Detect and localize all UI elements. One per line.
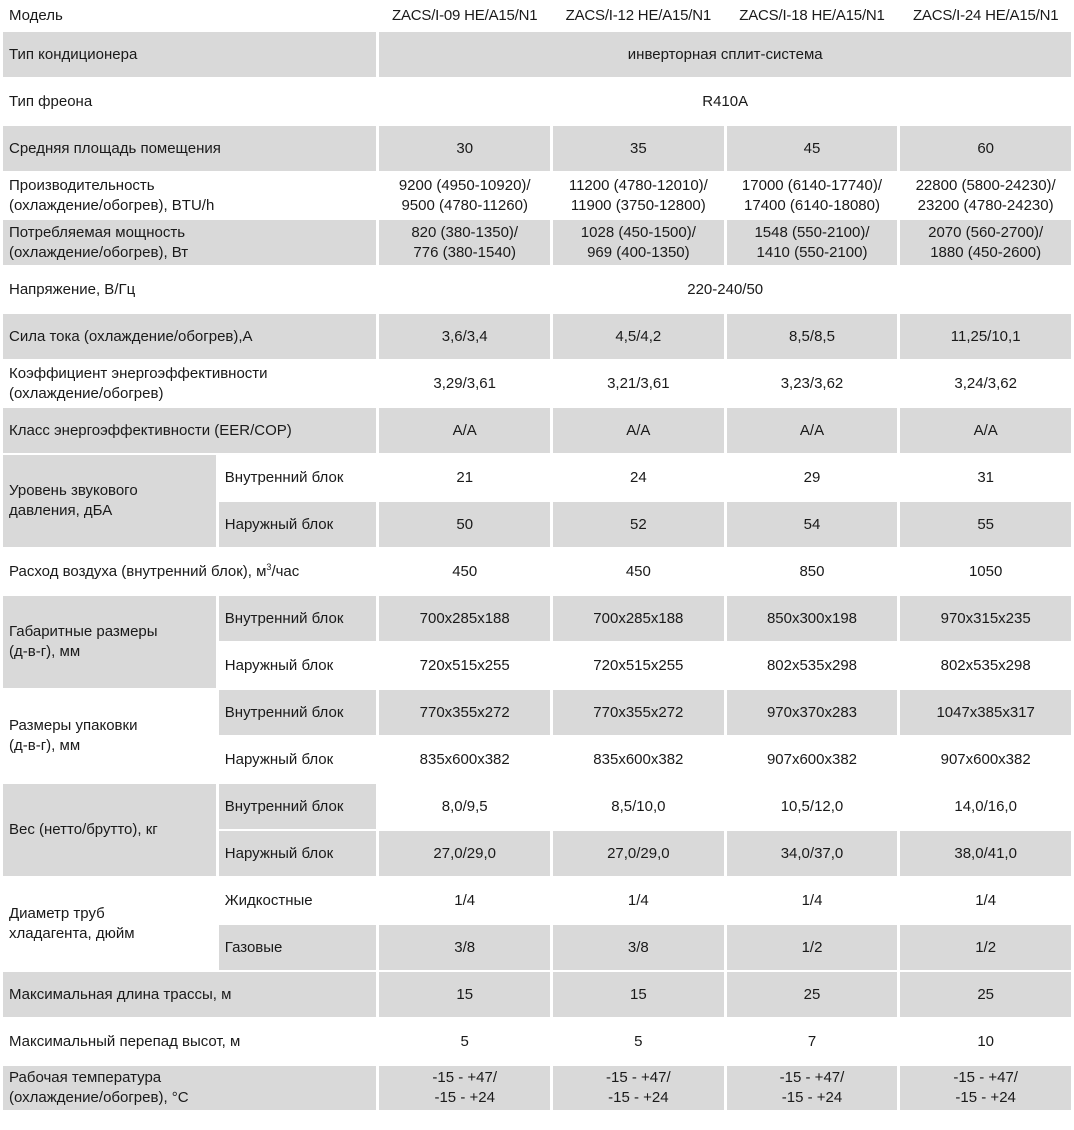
sub-label: Внутренний блок [219,596,377,641]
model-name: ZACS/I-18 HE/A15/N1 [727,2,898,30]
row-value [727,220,898,265]
row-value: R410A [379,79,1071,124]
row-label-line: Габаритные размеры [9,623,158,640]
row-label: Сила тока (охлаждение/обогрев),А [3,314,376,359]
row-value: 1/4 [900,878,1071,923]
row-label [3,549,376,594]
row-value: 54 [727,502,898,547]
value-line: 820 (380-1350)/ [411,223,519,241]
value-line: 776 (380-1540) [413,243,516,261]
sub-label: Наружный блок [219,502,377,547]
row-value: 450 [553,549,724,594]
row-value: 10,5/12,0 [727,784,898,829]
sub-label: Наружный блок [219,643,377,688]
row-value: 970x315x235 [900,596,1071,641]
row-value: 35 [553,126,724,171]
row-label [3,173,376,218]
row-value: 450 [379,549,550,594]
table-row [3,173,1071,218]
sub-label: Внутренний блок [219,690,377,735]
row-value: 1050 [900,549,1071,594]
row-value: 720x515x255 [553,643,724,688]
row-label-line: давления, дБА [9,502,113,519]
row-label-line: (д-в-г), мм [9,643,81,660]
table-row [3,784,1071,829]
row-label: Напряжение, В/Гц [3,267,376,312]
row-value: 1/4 [379,878,550,923]
row-value [900,1066,1071,1110]
row-value: 802x535x298 [900,643,1071,688]
row-value [379,1066,550,1110]
table-row [3,596,1071,641]
table-row [3,878,1071,923]
row-value: 25 [900,972,1071,1017]
value-line: -15 - +24 [608,1089,669,1106]
row-value: 3/8 [553,925,724,970]
sub-label: Наружный блок [219,737,377,782]
row-value: 700x285x188 [553,596,724,641]
row-value: 3,6/3,4 [379,314,550,359]
table-row [3,32,1071,77]
row-value [727,173,898,218]
row-label: Максимальная длина трассы, м [3,972,376,1017]
row-label-text: Расход воздуха (внутренний блок), м [9,562,267,580]
row-label: Тип кондиционера [3,32,376,77]
row-value: 907x600x382 [900,737,1071,782]
row-label-tail: /час [271,562,300,580]
row-label-line: (д-в-г), мм [9,737,81,754]
model-name: ZACS/I-09 HE/A15/N1 [379,2,550,30]
value-line: 1548 (550-2100)/ [754,223,870,241]
row-value: 970x370x283 [727,690,898,735]
value-line: 17400 (6140-18080) [744,196,880,214]
row-value: 7 [727,1019,898,1064]
row-label-line: (охлаждение/обогрев) [9,384,164,402]
row-value: 45 [727,126,898,171]
row-value: 52 [553,502,724,547]
row-label-line: Рабочая температура [9,1069,162,1086]
value-line: 1880 (450-2600) [930,243,1042,261]
value-line: 1410 (550-2100) [756,243,868,261]
value-line: -15 - +47/ [779,1069,845,1086]
row-value: 5 [553,1019,724,1064]
row-label-line: хладагента, дюйм [9,925,135,942]
table-row [3,408,1071,453]
row-value: 24 [553,455,724,500]
table-row [3,220,1071,265]
table-row [3,1066,1071,1110]
row-value: 1047x385x317 [900,690,1071,735]
row-value: 8,5/10,0 [553,784,724,829]
row-value: 220-240/50 [379,267,1071,312]
table-row [3,972,1071,1017]
row-value [553,220,724,265]
row-label [3,455,216,547]
row-value: 3,29/3,61 [379,361,550,406]
row-value [379,220,550,265]
header-row [3,2,1071,30]
row-label-line: Производительность [9,176,155,194]
row-value: 850 [727,549,898,594]
row-value: 835x600x382 [553,737,724,782]
sub-label: Наружный блок [219,831,377,876]
row-value: 29 [727,455,898,500]
value-line: 17000 (6140-17740)/ [741,176,883,194]
value-line: 11200 (4780-12010)/ [568,176,708,194]
value-line: -15 - +47/ [953,1069,1018,1086]
row-value: 700x285x188 [379,596,550,641]
row-label [3,690,216,782]
row-value [727,1066,898,1110]
model-name: ZACS/I-12 HE/A15/N1 [553,2,724,30]
row-value: 770x355x272 [379,690,550,735]
row-label: Максимальный перепад высот, м [3,1019,376,1064]
value-line: 969 (400-1350) [587,243,690,261]
row-value: 770x355x272 [553,690,724,735]
row-value: 5 [379,1019,550,1064]
row-value: 720x515x255 [379,643,550,688]
row-value: A/A [379,408,550,453]
row-value: 34,0/37,0 [727,831,898,876]
row-label-line: (охлаждение/обогрев), BTU/h [9,196,215,214]
table-row [3,690,1071,735]
table-row [3,314,1071,359]
table-row [3,267,1071,312]
row-value: инверторная сплит-система [379,32,1071,77]
table-row [3,549,1071,594]
value-line: 23200 (4780-24230) [917,196,1054,214]
row-value: 25 [727,972,898,1017]
table-row [3,455,1071,500]
row-label [3,878,216,970]
row-label-line: Потребляемая мощность [9,223,186,241]
row-label-line: (охлаждение/обогрев), °С [9,1089,189,1106]
row-value: 15 [553,972,724,1017]
row-value: 907x600x382 [727,737,898,782]
row-label: Тип фреона [3,79,376,124]
row-value: 8,5/8,5 [727,314,898,359]
row-value: 27,0/29,0 [553,831,724,876]
row-value: 850x300x198 [727,596,898,641]
row-value: 11,25/10,1 [900,314,1071,359]
row-value: 8,0/9,5 [379,784,550,829]
row-value: 55 [900,502,1071,547]
row-value: 1/2 [727,925,898,970]
row-value [900,220,1071,265]
value-line: 1028 (450-1500)/ [580,223,696,241]
row-label-line: Уровень звукового [9,482,138,499]
row-value: 30 [379,126,550,171]
row-value: 3,24/3,62 [900,361,1071,406]
row-value: 1/4 [727,878,898,923]
row-value [553,1066,724,1110]
row-label [3,220,376,265]
table-row [3,361,1071,406]
model-name: ZACS/I-24 HE/A15/N1 [900,2,1071,30]
value-line: -15 - +24 [434,1089,495,1106]
row-value [900,173,1071,218]
value-line: -15 - +47/ [432,1069,498,1086]
row-label-line: Диаметр труб [9,905,105,922]
row-value: 1/2 [900,925,1071,970]
row-value: 21 [379,455,550,500]
row-value: A/A [900,408,1071,453]
header-label: Модель [3,2,376,30]
value-line: 2070 (560-2700)/ [928,223,1044,241]
row-label-line: Коэффициент энергоэффективности [9,364,268,382]
value-line: -15 - +24 [955,1089,1016,1106]
row-value: 1/4 [553,878,724,923]
row-value: 14,0/16,0 [900,784,1071,829]
row-label [3,361,376,406]
row-label [3,596,216,688]
row-label-line: Размеры упаковки [9,717,138,734]
row-value: 835x600x382 [379,737,550,782]
row-value: 27,0/29,0 [379,831,550,876]
table-row [3,126,1071,171]
sub-label: Внутренний блок [219,455,377,500]
row-value: 10 [900,1019,1071,1064]
row-value [379,173,550,218]
row-value: A/A [727,408,898,453]
value-line: 9200 (4950-10920)/ [398,176,531,194]
row-value: A/A [553,408,724,453]
row-value: 38,0/41,0 [900,831,1071,876]
row-label: Вес (нетто/брутто), кг [3,784,216,876]
row-value: 4,5/4,2 [553,314,724,359]
row-label: Средняя площадь помещения [3,126,376,171]
sub-label: Жидкостные [219,878,377,923]
row-label [3,1066,376,1110]
row-value: 3/8 [379,925,550,970]
row-value: 3,23/3,62 [727,361,898,406]
row-value [553,173,724,218]
value-line: -15 - +47/ [606,1069,671,1086]
table-row [3,1019,1071,1064]
superscript: 3 [266,561,272,572]
row-value: 31 [900,455,1071,500]
row-value: 60 [900,126,1071,171]
row-label-line: (охлаждение/обогрев), Вт [9,243,189,261]
row-label: Класс энергоэффективности (EER/COP) [3,408,376,453]
table-row [3,79,1071,124]
value-line: -15 - +24 [781,1089,843,1106]
row-value: 3,21/3,61 [553,361,724,406]
value-line: 22800 (5800-24230)/ [915,176,1056,194]
value-line: 9500 (4780-11260) [401,196,528,214]
row-value: 15 [379,972,550,1017]
sub-label: Внутренний блок [219,784,377,829]
row-value: 50 [379,502,550,547]
value-line: 11900 (3750-12800) [570,196,706,214]
sub-label: Газовые [219,925,377,970]
row-value: 802x535x298 [727,643,898,688]
